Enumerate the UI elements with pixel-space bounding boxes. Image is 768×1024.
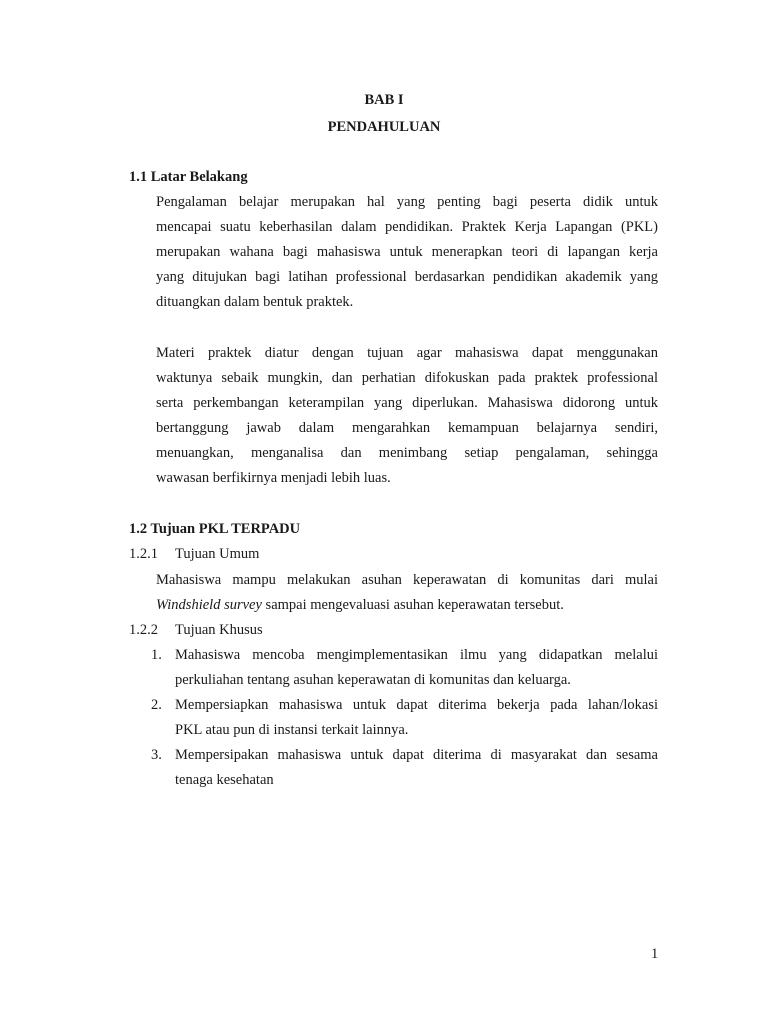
- list-item-line: Mahasiswa mencoba mengimplementasikan ilmu yang didapatkan melalui: [175, 647, 658, 663]
- paragraph-line: Pengalaman belajar merupakan hal yang penting bagi peserta didik untuk: [156, 194, 658, 210]
- list-item-line: tenaga kesehatan: [175, 772, 274, 788]
- list-item-number: 2.: [151, 697, 162, 713]
- list-item-number: 1.: [151, 647, 162, 663]
- subsection-title: Tujuan Umum: [175, 546, 260, 562]
- paragraph-line: Materi praktek diatur dengan tujuan agar mahasiswa dapat menggunakan: [156, 345, 658, 361]
- subsection-title: Tujuan Khusus: [175, 622, 263, 638]
- list-item-line: Mempersiapkan mahasiswa untuk dapat diterima bekerja pada lahan/lokasi: [175, 697, 658, 713]
- subsection-number: 1.2.1: [129, 546, 158, 562]
- paragraph-line: bertanggung jawab dalam mengarahkan kemampuan belajarnya sendiri,: [156, 420, 658, 436]
- section-heading-1-1: 1.1 Latar Belakang: [129, 169, 248, 185]
- paragraph-line: menuangkan, menganalisa dan menimbang setiap pengalaman, sehingga: [156, 445, 658, 461]
- chapter-label: BAB I: [364, 92, 404, 108]
- paragraph-line-rest: sampai mengevaluasi asuhan keperawatan tersebut.: [261, 597, 564, 613]
- paragraph-line: Mahasiswa mampu melakukan asuhan keperawatan di komunitas dari mulai: [156, 572, 658, 588]
- list-item-line: Mempersipakan mahasiswa untuk dapat diterima di masyarakat dan sesama: [175, 747, 658, 763]
- subsection-number: 1.2.2: [129, 622, 158, 638]
- list-item-line: perkuliahan tentang asuhan keperawatan di komunitas dan keluarga.: [175, 672, 571, 688]
- section-heading-1-2: 1.2 Tujuan PKL TERPADU: [129, 521, 301, 537]
- chapter-title: PENDAHULUAN: [327, 119, 441, 135]
- list-item-line: PKL atau pun di instansi terkait lainnya.: [175, 722, 409, 738]
- paragraph-line: dituangkan dalam bentuk praktek.: [156, 294, 354, 310]
- paragraph-line: wawasan berfikirnya menjadi lebih luas.: [156, 470, 391, 486]
- italic-term: Windshield survey: [156, 597, 262, 613]
- paragraph-line: serta perkembangan keterampilan yang diperlukan. Mahasiswa didorong untuk: [156, 395, 658, 411]
- paragraph-line: [156, 597, 564, 614]
- paragraph-line: merupakan wahana bagi mahasiswa untuk menerapkan teori di lapangan kerja: [156, 244, 658, 260]
- paragraph-line: mencapai suatu keberhasilan dalam pendidikan. Praktek Kerja Lapangan (PKL): [156, 219, 658, 235]
- list-item-number: 3.: [151, 747, 162, 763]
- paragraph-line: waktunya sebaik mungkin, dan perhatian difokuskan pada praktek professional: [156, 370, 658, 386]
- paragraph-line: yang ditujukan bagi latihan professional berdasarkan pendidikan akademik yang: [156, 269, 658, 285]
- page-number: 1: [651, 946, 659, 962]
